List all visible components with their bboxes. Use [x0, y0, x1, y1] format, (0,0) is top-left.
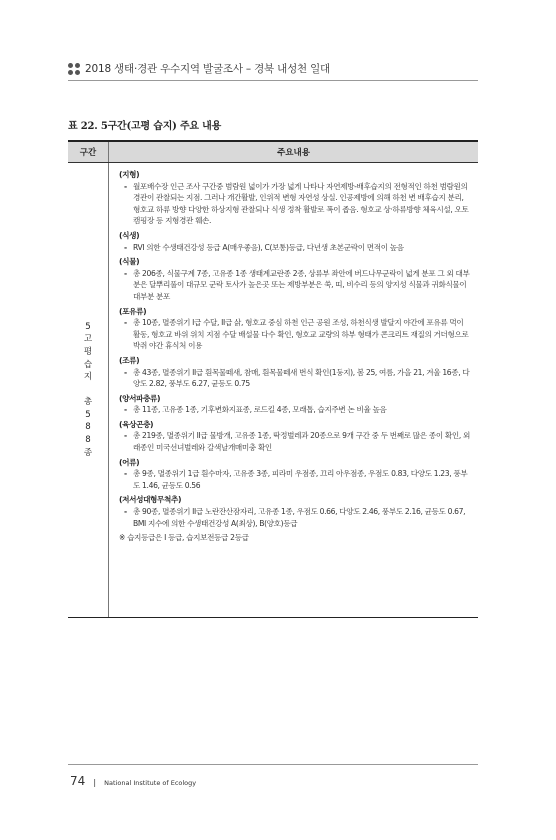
header-dots-icon: [68, 63, 80, 75]
section-bullet-item: - 총 9종, 멸종위기 1급 흰수마자, 고유종 3종, 피라미 우점종, 끄리 아우점종, 우점도 0.83, 다양도 1.23, 풍부도 1.46, 균등도 0.56: [119, 468, 470, 491]
table-note: ※ 습지등급은 I 등급, 습지보전등급 2등급: [119, 533, 249, 543]
footer-separator: |: [93, 778, 97, 787]
footer-divider: [68, 764, 478, 765]
content-section: [119, 494, 470, 529]
section-bullet-item: - 총 11종, 고유종 1종, 기후변화지표종, 로드킬 4종, 모래톱, 습지주변 논 비율 높음: [119, 404, 470, 416]
content-section: [119, 457, 470, 492]
section-heading: (저서성대형무척추): [119, 495, 182, 505]
content-section: [119, 169, 470, 227]
content-section: [119, 256, 470, 302]
section-bullet-item: - RVI 의한 수생태건강성 등급 A(매우좋음), C(보통)등급, 다년생 초본군락이 면적이 높음: [119, 242, 470, 254]
table-header-row: [68, 142, 478, 163]
page-footer: [70, 770, 196, 789]
content-section: [119, 355, 470, 390]
section-label-char: 5: [85, 409, 91, 420]
section-heading: (육상곤충): [119, 419, 154, 429]
section-heading: (조류): [119, 355, 140, 365]
section-label-char: 5: [85, 321, 91, 332]
content-table: [68, 140, 478, 618]
content-section: [119, 419, 470, 454]
content-section: [119, 306, 470, 352]
header-section-cell: 구간: [68, 142, 109, 162]
header-title: 2018 생태·경관 우수지역 발굴조사 – 경북 내성천 일대: [85, 63, 330, 75]
section-label-char: 습: [83, 359, 93, 370]
section-heading: (어류): [119, 457, 140, 467]
section-bullet-item: - 총 206종, 식물구계 7종, 고유종 1종 생태계교란종 2종, 상류부 좌안에 버드나무군락이 넓게 분포 그 외 대부분은 달뿌리풀이 대규모 군락 토사가 높은곳 또는 제방부분은 쑥, 띠, 비수리 등의 양지성 식물과 귀화식물이 대부분 분포: [119, 268, 470, 303]
section-bullet-item: - 총 10종, 멸종위기 I급 수달, II급 삵, 형호교 중심 하천 인근 공원 조성, 하천식생 발달지 야간에 포유류 먹이활동, 형호교 바위 위치 지점 수달 배설물 다수 확인, 형호교 교량의 하부 형태가 콘크리트 재질의 거더형으로 박쥐 야간 휴식처 이용: [119, 317, 470, 352]
table-caption: 표 22. 5구간(고평 습지) 주요 내용: [68, 121, 222, 132]
section-bullet-item: - 월포배수장 인근 조사 구간중 범람원 넓이가 가장 넓게 나타나 자연제방-배후습지의 전형적인 하천 범람원의 경관이 관찰되는 지점. 그러나 개간활발, 인위적 변형 자연성 상실. 인공제방에 의해 하천 변 배후습지 분리, 형호교 하류 방향 다양한 하상지형 관찰되나 식생 정착 활발로 폭이 좁음. 형호교 상·하류방향 체육시설, 오토캠핑장 등 지형경관 훼손.: [119, 181, 470, 227]
running-header: [68, 58, 478, 80]
section-heading: (식물): [119, 257, 140, 267]
page-number: 74: [70, 774, 86, 788]
section-label-cell: [68, 163, 109, 617]
content-section: [119, 393, 470, 416]
section-bullet-item: - 총 43종, 멸종위기 II급 흰목물떼새, 참매, 흰목물떼새 번식 확인(1둥지), 봄 25, 여름, 가을 21, 겨울 16종, 다양도 2.82, 풍부도 6.27, 균등도 0.75: [119, 367, 470, 390]
section-label-char: 종: [83, 447, 93, 458]
footer-institute: National Institute of Ecology: [104, 779, 197, 787]
section-label-char: 8: [85, 422, 91, 433]
section-bullet-item: - 총 219종, 멸종위기 II급 물방개, 고유종 1종, 딱정벌레과 20종으로 9개 구간 중 두 번째로 많은 종이 확인, 외래종인 미국선녀벌레와 갈색날개매미충 확인: [119, 430, 470, 453]
content-section: [119, 230, 470, 253]
section-label-char: 고: [83, 334, 93, 345]
section-label-char: 8: [85, 435, 91, 446]
section-bullet-item: - 총 90종, 멸종위기 II급 노란잔산잠자리, 고유종 1종, 우점도 0.66, 다양도 2.46, 풍부도 2.16, 균등도 0.67, BMI 지수에 의한 수생태건강성 A(최상), B(양호)등급: [119, 506, 470, 529]
section-label-char: [83, 384, 93, 397]
section-heading: (포유류): [119, 306, 147, 316]
section-label-char: 지: [83, 372, 93, 383]
header-content-cell: 주요내용: [277, 148, 310, 158]
section-heading: (양서파충류): [119, 393, 161, 403]
section-label-char: 평: [83, 346, 93, 357]
section-heading: (지형): [119, 170, 140, 179]
section-content-cell: [109, 163, 478, 617]
section-label-char: 총: [83, 397, 93, 408]
header-divider: [68, 80, 478, 81]
section-label-vertical: [83, 321, 93, 460]
section-heading: (식생): [119, 230, 140, 240]
table-body-row: [68, 163, 478, 617]
